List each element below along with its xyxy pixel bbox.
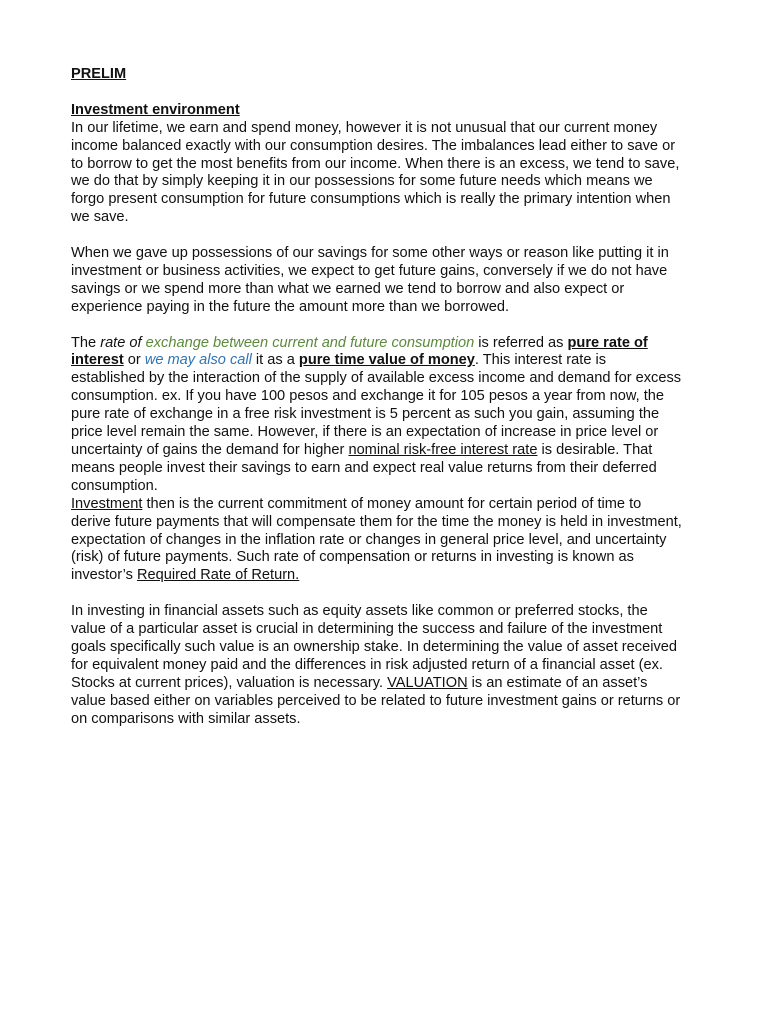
- spacer: [71, 227, 683, 245]
- paragraph-savings: In our lifetime, we earn and spend money, however it is not unusual that our current money income balanced exactly with our consumption desires. The imbalances lead either to save or to borrow to get the most benefits from our income. When there is an excess, we tend to save, we do that by simply keeping it in our possessions for some future needs which means we forgo present consumption for future consumptions which is really the primary intention when we save.: [71, 119, 680, 226]
- text-run: In investing in financial assets such as equity assets like common or preferred stocks, the value of a particular asset is crucial in determining the success and failure of the investment goals specifically such value is an ownership stake. In determining the value of asset received for equivalent money paid and the differences in risk adjusted return of a financial asset (ex. Stocks at current prices), valuation is necessary.: [71, 603, 677, 691]
- italic-run: rate of: [100, 334, 146, 351]
- text-run: or: [123, 352, 145, 369]
- text-run: . This interest rate is established by the interaction of the supply of available excess income and demand for excess consumption. ex. If you have 100 pesos and exchange it for 105 pesos a year from now, the pure rate of exchange in a free risk investment is 5 percent as such you gain, assuming the price level remain the same. However, if there is an expectation of increase in price level or uncertainty of gains the demand for higher: [71, 352, 682, 458]
- section-heading: Investment environment: [71, 101, 240, 118]
- highlight-blue-run: we may also call: [144, 352, 252, 369]
- text-run: The: [71, 334, 101, 351]
- document-title: PRELIM: [71, 66, 127, 82]
- paragraph-borrowing: When we gave up possessions of our savings for some other ways or reason like putting it in investment or business activities, we expect to get future gains, conversely if we do not have savings or we spend more than what we earned we tend to borrow and also expect or experience paying in the future the amount more than we borrowed.: [71, 245, 669, 315]
- spacer: [71, 585, 683, 603]
- paragraph-valuation: [71, 603, 683, 728]
- paragraph-pure-rate: [71, 335, 683, 496]
- text-run: is desirable. That means people invest their savings to earn and expect real value returns from their deferred consumption.: [71, 441, 657, 494]
- term-nominal-risk-free-rate: nominal risk-free interest rate: [348, 441, 538, 458]
- term-required-rate-of-return: Required Rate of Return.: [136, 567, 300, 584]
- term-investment: Investment: [71, 495, 143, 512]
- text-run: is referred as: [474, 334, 568, 351]
- text-run: then is the current commitment of money amount for certain period of time to derive future payments that will compensate them for the time the money is held in investment, expectation of changes in the inflation rate or changes in general price level, and uncertainty (risk) of future payments. Such rate of compensation or returns in investing is known as investor’s: [71, 495, 682, 584]
- term-pure-time-value-of-money: pure time value of money: [298, 352, 475, 369]
- text-run: it as a: [251, 352, 299, 369]
- term-valuation: VALUATION: [387, 674, 468, 691]
- highlight-green-run: exchange between current and future consumption: [145, 334, 475, 351]
- document-page: [71, 66, 683, 728]
- spacer: [71, 84, 683, 102]
- spacer: [71, 317, 683, 335]
- paragraph-investment: [71, 496, 683, 586]
- text-run: is an estimate of an asset’s value based either on variables perceived to be related to future investment gains or returns or on comparisons with similar assets.: [71, 674, 681, 727]
- term-pure-rate-of-interest: pure rate of interest: [71, 334, 648, 369]
